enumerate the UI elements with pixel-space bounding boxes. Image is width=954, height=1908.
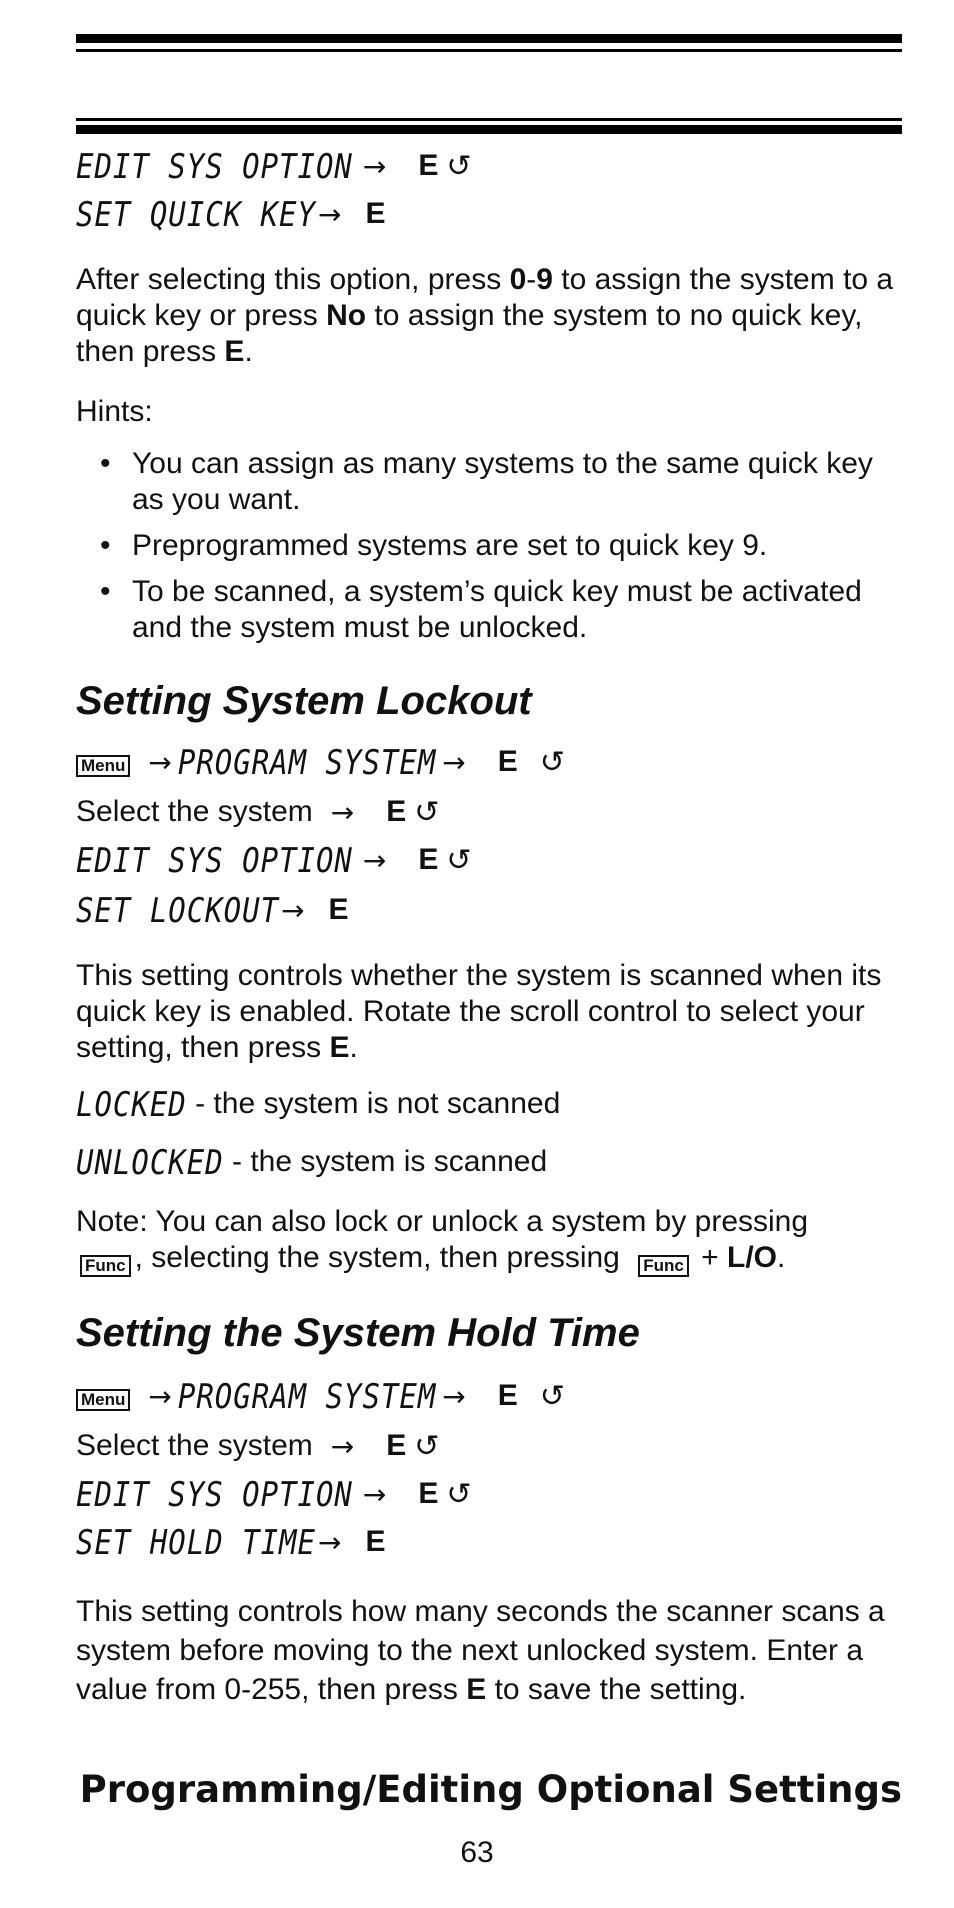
func-key: Func: [638, 1255, 689, 1277]
lcd-text: SET LOCKOUT: [76, 889, 280, 931]
rotate-scroll-icon: ↺: [414, 794, 440, 830]
arrow-right-icon: →: [442, 745, 466, 779]
arrow-right-icon: →: [362, 149, 387, 183]
arrow-right-icon: →: [317, 1525, 342, 1559]
lockout-option-unlocked: [76, 1140, 547, 1184]
menu-key: Menu: [76, 755, 130, 777]
section-heading-hold-time: Setting the System Hold Time: [76, 1311, 640, 1355]
e-key-label: E: [418, 843, 439, 876]
header-rule-thick-bottom: [76, 125, 902, 134]
list-item: • Preprogrammed systems are set to quick key 9.: [100, 529, 768, 562]
lcd-text: EDIT SYS OPTION: [76, 1473, 353, 1515]
page-number: 63: [460, 1836, 494, 1869]
arrow-right-icon: →: [362, 843, 387, 877]
lcd-text: SET QUICK KEY: [76, 193, 316, 235]
nav-menu-program-system: [76, 1374, 565, 1418]
option-description: - the system is scanned: [223, 1145, 548, 1178]
nav-set-lockout: [76, 888, 349, 932]
nav-edit-sys-option: [76, 144, 472, 188]
bullet-icon: •: [100, 447, 111, 480]
e-key-label: E: [497, 1379, 518, 1412]
arrow-right-icon: →: [330, 795, 355, 829]
nav-edit-sys-option: [76, 838, 472, 882]
header-rule-thick-top: [76, 34, 902, 43]
nav-select-system: [76, 790, 439, 834]
hints-label: Hints:: [76, 395, 153, 428]
e-key-label: E: [365, 197, 386, 230]
hold-time-description: This setting controls how many seconds the scanner scans a system before moving to the next unlocked system. Enter a value from 0-255, then press E to save the setting.: [76, 1595, 885, 1706]
arrow-right-icon: →: [281, 893, 305, 927]
lcd-text: PROGRAM SYSTEM: [177, 1375, 437, 1417]
e-key-label: E: [497, 745, 518, 778]
func-key: Func: [80, 1255, 131, 1277]
lcd-text: EDIT SYS OPTION: [76, 145, 353, 187]
instruction-text: Select the system: [76, 795, 313, 828]
lockout-note: Note: You can also lock or unlock a system by pressing Func , selecting the system, then pressing Func + L/O.: [76, 1205, 809, 1275]
lcd-text: LOCKED: [76, 1083, 187, 1125]
footer-section-title: Programming/Editing Optional Settings: [79, 1768, 902, 1811]
bullet-icon: •: [100, 575, 111, 608]
header-rule-thin-top: [76, 49, 902, 52]
header-rule-thin-bottom: [76, 118, 902, 121]
hints-list: [98, 446, 898, 656]
rotate-scroll-icon: ↺: [414, 1428, 440, 1464]
e-key-label: E: [328, 893, 349, 926]
lcd-text: UNLOCKED: [76, 1141, 224, 1183]
nav-edit-sys-option: [76, 1472, 472, 1516]
list-item: • You can assign as many systems to the same quick key as you want.: [100, 447, 873, 516]
bullet-icon: •: [100, 529, 111, 562]
rotate-scroll-icon: ↺: [446, 842, 472, 878]
arrow-right-icon: →: [148, 745, 172, 779]
arrow-right-icon: →: [317, 197, 342, 231]
e-key-label: E: [418, 1477, 439, 1510]
nav-set-hold-time: [76, 1520, 385, 1564]
rotate-scroll-icon: ↺: [446, 1476, 472, 1512]
menu-key: Menu: [76, 1389, 130, 1411]
lockout-option-locked: [76, 1082, 560, 1126]
lcd-text: SET HOLD TIME: [76, 1521, 316, 1563]
option-description: - the system is not scanned: [186, 1087, 561, 1120]
lcd-text: PROGRAM SYSTEM: [177, 741, 437, 783]
list-item: • To be scanned, a system’s quick key must be activated and the system must be unlocked.: [100, 575, 862, 644]
e-key-label: E: [365, 1525, 386, 1558]
nav-select-system: [76, 1424, 439, 1468]
rotate-scroll-icon: ↺: [539, 1378, 565, 1414]
arrow-right-icon: →: [362, 1477, 387, 1511]
e-key-label: E: [386, 1429, 407, 1462]
arrow-right-icon: →: [148, 1379, 172, 1413]
quick-key-instructions: After selecting this option, press 0-9 to assign the system to a quick key or press No to assign the system to no quick key, then press E.: [76, 263, 894, 368]
section-heading-lockout: Setting System Lockout: [76, 679, 532, 723]
nav-menu-program-system: [76, 740, 565, 784]
rotate-scroll-icon: ↺: [539, 744, 565, 780]
instruction-text: Select the system: [76, 1429, 313, 1462]
lockout-description: This setting controls whether the system is scanned when its quick key is enabled. Rotate the scroll control to select your setting, then press E.: [76, 959, 882, 1064]
e-key-label: E: [418, 149, 439, 182]
rotate-scroll-icon: ↺: [446, 148, 472, 184]
lcd-text: EDIT SYS OPTION: [76, 839, 353, 881]
e-key-label: E: [386, 795, 407, 828]
nav-set-quick-key: [76, 192, 385, 236]
arrow-right-icon: →: [330, 1429, 355, 1463]
arrow-right-icon: →: [442, 1379, 466, 1413]
